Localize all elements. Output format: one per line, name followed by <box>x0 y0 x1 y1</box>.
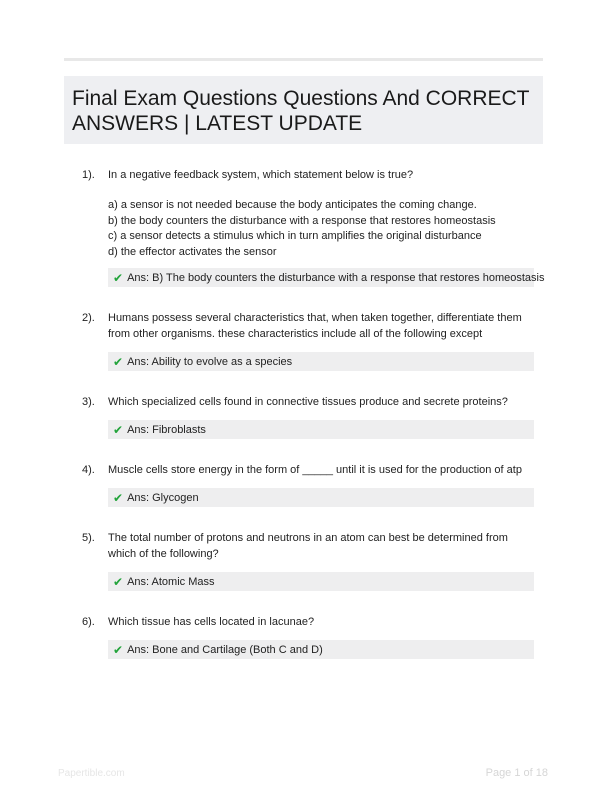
answer-text: Ans: Ability to evolve as a species <box>127 355 293 368</box>
page-indicator: Page 1 of 18 <box>485 767 548 779</box>
answer-text: Ans: Bone and Cartilage (Both C and D) <box>127 643 323 656</box>
question-number: 6). <box>82 616 95 628</box>
question-text: Humans possess several characteristics that, when taken together, differentiate them from other organisms. these characteristics include all of the following except <box>108 312 522 340</box>
answer-text: Ans: B) The body counters the disturbance with a response that restores homeostasis <box>127 271 545 284</box>
question-text: Which tissue has cells located in lacunae? <box>108 616 315 628</box>
check-icon: ✔ <box>113 354 124 369</box>
question-number: 4). <box>82 464 95 476</box>
question-text: In a negative feedback system, which statement below is true? <box>108 169 414 181</box>
question-number: 3). <box>82 396 95 408</box>
answer-text: Ans: Atomic Mass <box>127 575 215 588</box>
option-c: c) a sensor detects a stimulus which in turn amplifies the original disturbance <box>108 230 482 242</box>
answer-box <box>108 488 534 507</box>
check-icon: ✔ <box>113 642 124 657</box>
page-title: Final Exam Questions Questions And CORRECT ANSWERS | LATEST UPDATE <box>72 87 530 135</box>
question-text: The total number of protons and neutrons in an atom can best be determined from which of the following? <box>108 532 508 560</box>
question-text: Which specialized cells found in connective tissues produce and secrete proteins? <box>108 396 508 408</box>
answer-text: Ans: Fibroblasts <box>127 423 206 436</box>
question-number: 5). <box>82 532 95 544</box>
footer-watermark: Papertible.com <box>58 768 125 779</box>
option-b: b) the body counters the disturbance with a response that restores homeostasis <box>108 214 496 227</box>
answer-text: Ans: Glycogen <box>127 491 199 504</box>
question-number: 2). <box>82 312 95 324</box>
answer-box <box>108 420 534 439</box>
question-number: 1). <box>82 169 95 181</box>
check-icon: ✔ <box>113 270 124 285</box>
check-icon: ✔ <box>113 422 124 437</box>
title-banner <box>64 76 543 144</box>
answer-box <box>108 268 545 287</box>
option-list <box>108 198 528 260</box>
answer-box <box>108 352 534 371</box>
check-icon: ✔ <box>113 490 124 505</box>
check-icon: ✔ <box>113 574 124 589</box>
answer-box <box>108 572 534 591</box>
option-d: d) the effector activates the sensor <box>108 245 277 258</box>
top-divider <box>64 58 543 61</box>
answer-box <box>108 640 534 659</box>
question-text: Muscle cells store energy in the form of _____ until it is used for the production of atp <box>108 464 522 476</box>
option-a: a) a sensor is not needed because the body anticipates the coming change. <box>108 199 477 211</box>
